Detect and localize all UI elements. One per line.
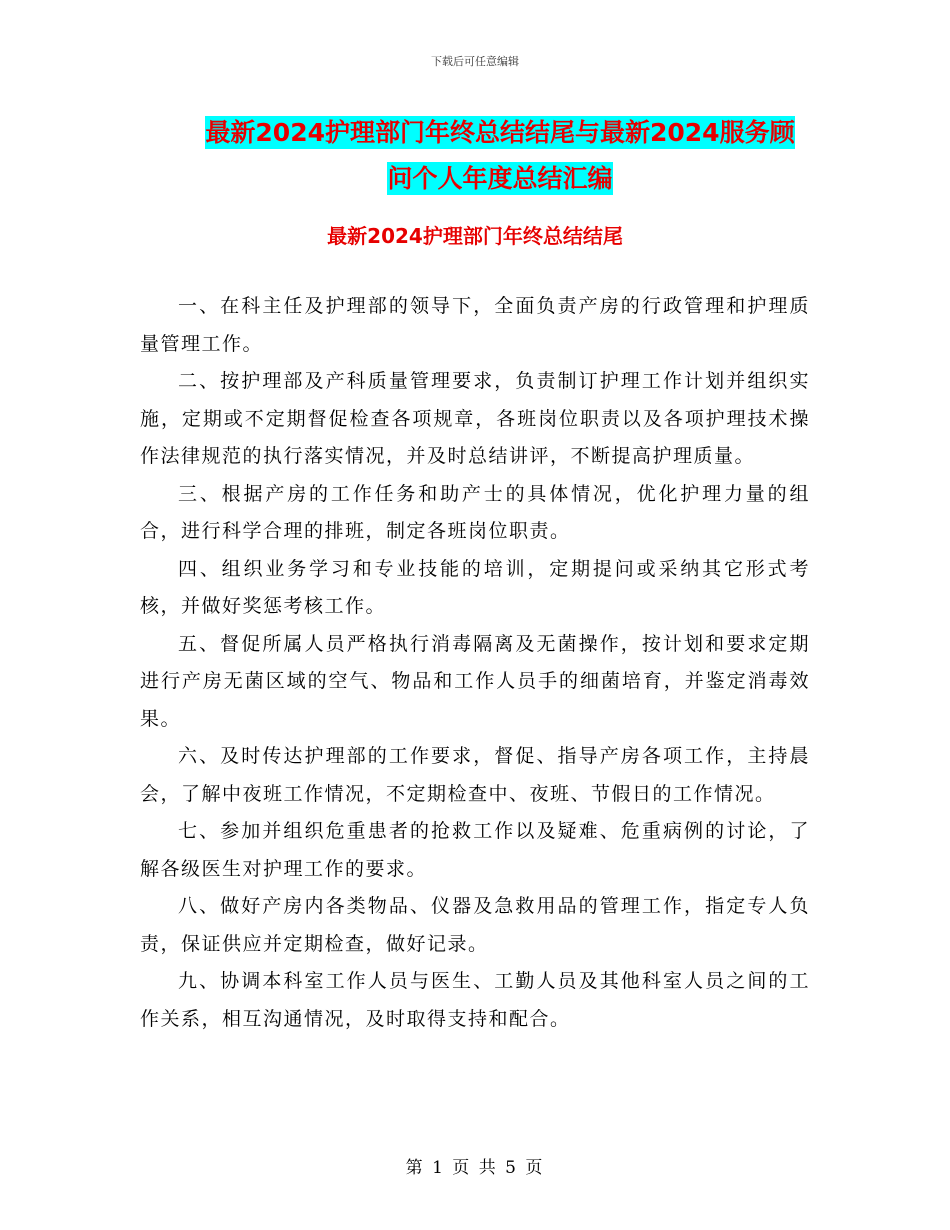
paragraph-2: 二、按护理部及产科质量管理要求，负责制订护理工作计划并组织实施，定期或不定期督促检查各项规章，各班岗位职责以及各项护理技术操作法律规范的执行落实情况，并及时总结讲评，不断提高护理质量。 bbox=[140, 370, 810, 467]
paragraph-6: 六、及时传达护理部的工作要求，督促、指导产房各项工作，主持晨会，了解中夜班工作情况，不定期检查中、夜班、节假日的工作情况。 bbox=[140, 745, 810, 805]
header-note: 下载后可任意编辑 bbox=[431, 55, 519, 68]
document-title-line-2: 问个人年度总结汇编 bbox=[387, 164, 613, 193]
paragraph-7: 七、参加并组织危重患者的抢救工作以及疑难、危重病例的讨论，了解各级医生对护理工作的要求。 bbox=[140, 820, 810, 880]
page-number-footer: 第 1 页 共 5 页 bbox=[405, 1158, 545, 1178]
paragraph-4: 四、组织业务学习和专业技能的培训，定期提问或采纳其它形式考核，并做好奖惩考核工作。 bbox=[140, 557, 810, 617]
document-body bbox=[140, 288, 810, 1038]
document-title-line-1: 最新2024护理部门年终总结结尾与最新2024服务顾 bbox=[205, 118, 795, 147]
section-title: 最新2024护理部门年终总结结尾 bbox=[327, 224, 623, 248]
document-title bbox=[140, 110, 860, 202]
paragraph-9: 九、协调本科室工作人员与医生、工勤人员及其他科室人员之间的工作关系，相互沟通情况，及时取得支持和配合。 bbox=[140, 970, 810, 1030]
paragraph-5: 五、督促所属人员严格执行消毒隔离及无菌操作，按计划和要求定期进行产房无菌区域的空气、物品和工作人员手的细菌培育，并鉴定消毒效果。 bbox=[140, 632, 810, 730]
paragraph-1: 一、在科主任及护理部的领导下，全面负责产房的行政管理和护理质量管理工作。 bbox=[140, 295, 810, 355]
paragraph-3: 三、根据产房的工作任务和助产士的具体情况，优化护理力量的组合，进行科学合理的排班，制定各班岗位职责。 bbox=[140, 482, 810, 542]
paragraph-8: 八、做好产房内各类物品、仪器及急救用品的管理工作，指定专人负责，保证供应并定期检查，做好记录。 bbox=[140, 895, 810, 955]
